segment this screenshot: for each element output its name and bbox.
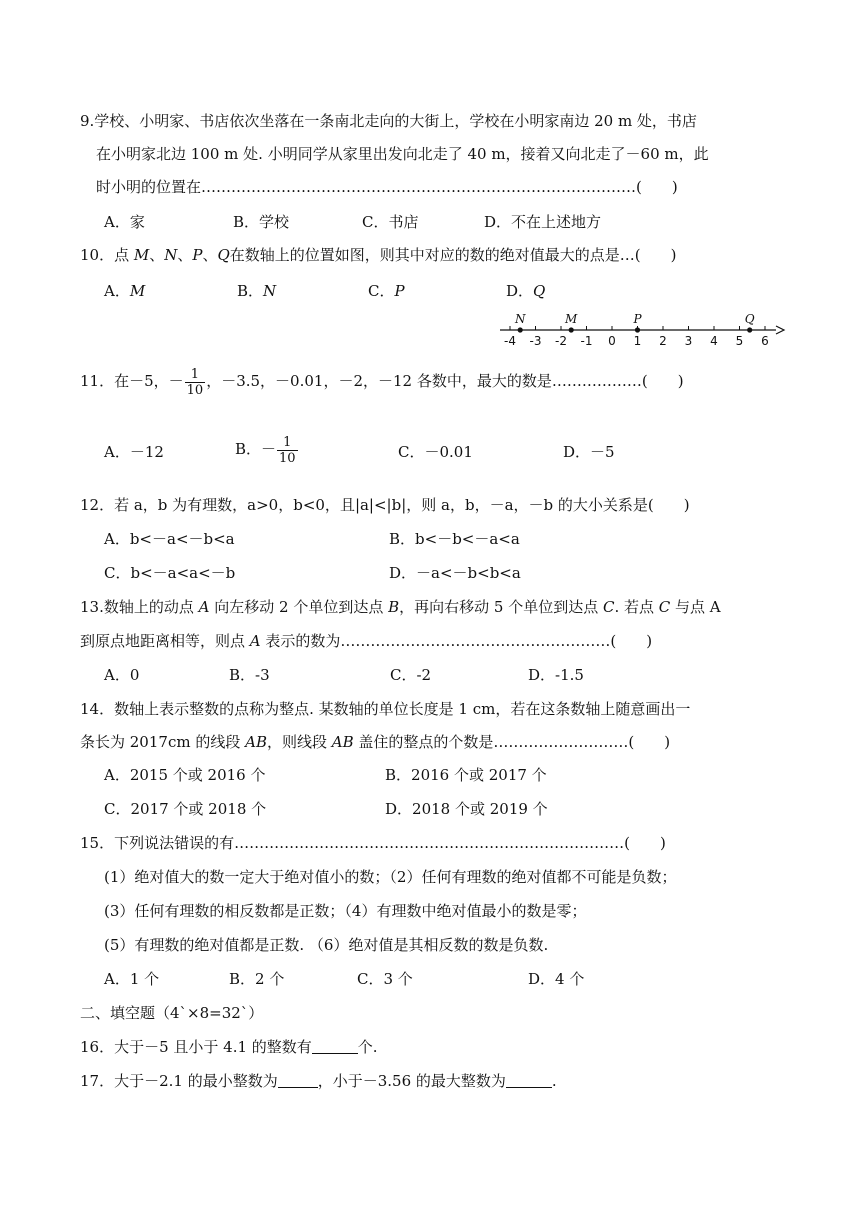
q11-option-b: B．－ $\frac{1}{10}$ xyxy=(235,434,296,466)
number-line-tick-label: 3 xyxy=(684,334,693,348)
number-line-point-label: Q xyxy=(744,312,755,326)
q9-stem-line3: 时小明的位置在……………………………………………………………………………( ) xyxy=(96,178,678,196)
number-line-point xyxy=(747,327,752,332)
q13-stem-line1: 13.数轴上的动点 A 向左移动 2 个单位到达点 B，再向右移动 5 个单位到达点 C. 若点 C 与点 A xyxy=(80,598,721,616)
number-line-tick-label: 4 xyxy=(710,334,718,348)
q14-option-b: B．2016 个或 2017 个 xyxy=(385,766,547,784)
q12-stem: 12．若 a，b 为有理数，a>0，b<0，且|a|<|b|，则 a，b，－a，－b 的大小关系是( ) xyxy=(80,496,690,514)
q14-option-c: C．2017 个或 2018 个 xyxy=(104,800,267,818)
q9-stem-line1: 9.学校、小明家、书店依次坐落在一条南北走向的大街上，学校在小明家南边 20 m 处，书店 xyxy=(80,112,697,130)
number-line-tick-label: 5 xyxy=(735,334,744,348)
number-line-arrow xyxy=(776,326,784,334)
number-line-tick-label: 6 xyxy=(761,334,769,348)
q15-stem: 15．下列说法错误的有……………………………………………………………………( ) xyxy=(80,834,666,852)
q16-answer-blank[interactable] xyxy=(312,1037,358,1054)
q15-option-c: C．3 个 xyxy=(357,970,413,988)
q12-option-c: C．b<－a<a<－b xyxy=(104,564,236,582)
number-line-point-label: P xyxy=(633,312,642,326)
q14-stem-line1: 14．数轴上表示整数的点称为整点. 某数轴的单位长度是 1 cm，若在这条数轴上随意画出一 xyxy=(80,700,691,718)
q10-option-d: D．Q xyxy=(506,282,546,300)
q9-option-d: D．不在上述地方 xyxy=(484,213,602,231)
q15-statement-3-4: (3）任何有理数的相反数都是正数；（4）有理数中绝对值最小的数是零； xyxy=(104,902,587,920)
q12-option-b: B．b<－b<－a<a xyxy=(389,530,520,548)
q11-option-a: A．－12 xyxy=(104,443,164,461)
q11-fraction: $\frac{1}{10}$ xyxy=(186,366,204,398)
q14-stem-line2: 条长为 2017cm 的线段 AB，则线段 AB 盖住的整点的个数是………………………( ) xyxy=(80,733,671,751)
number-line-figure xyxy=(496,306,788,350)
q14-option-d: D．2018 个或 2019 个 xyxy=(385,800,548,818)
number-line-tick-label: -2 xyxy=(555,334,567,348)
q13-option-a: A．0 xyxy=(104,666,140,684)
q9-option-c: C．书店 xyxy=(362,213,419,231)
number-line-tick-label: -4 xyxy=(504,334,516,348)
q17-answer-blank-1[interactable] xyxy=(278,1071,318,1088)
number-line-point xyxy=(569,327,574,332)
q11-option-c: C．－0.01 xyxy=(398,443,473,461)
q9-option-a: A．家 xyxy=(104,213,145,231)
number-line-tick-label: 0 xyxy=(608,334,616,348)
q10-option-b: B．N xyxy=(237,282,277,300)
section-heading-fill-in: 二、填空题（4`×8=32`） xyxy=(80,1004,264,1022)
q16-stem: 16．大于－5 且小于 4.1 的整数有 个. xyxy=(80,1038,378,1056)
q15-option-a: A．1 个 xyxy=(104,970,160,988)
q13-option-c: C．-2 xyxy=(390,666,432,684)
q9-option-b: B．学校 xyxy=(233,213,290,231)
q13-option-d: D．-1.5 xyxy=(528,666,584,684)
q10-stem: 10．点 M、N、P、Q在数轴上的位置如图，则其中对应的数的绝对值最大的点是…( ) xyxy=(80,246,677,264)
number-line-point-label: M xyxy=(565,312,578,326)
number-line-point xyxy=(518,327,523,332)
q11-option-d: D．－5 xyxy=(563,443,615,461)
q12-option-d: D．－a<－b<b<a xyxy=(389,564,521,582)
q10-option-a: A．M xyxy=(104,282,146,300)
number-line-tick-label: -1 xyxy=(580,334,593,348)
q15-statement-1-2: (1）绝对值大的数一定大于绝对值小的数；（2）任何有理数的绝对值都不可能是负数； xyxy=(104,868,677,886)
number-line-point-label: N xyxy=(514,312,526,326)
q14-option-a: A．2015 个或 2016 个 xyxy=(104,766,266,784)
q12-option-a: A．b<－a<－b<a xyxy=(104,530,235,548)
q15-option-d: D．4 个 xyxy=(528,970,585,988)
q13-stem-line2: 到原点地距离相等，则点 A 表示的数为………………………………………………( ) xyxy=(80,632,653,650)
q17-stem: 17．大于－2.1 的最小整数为 ，小于－3.56 的最大整数为 . xyxy=(80,1072,557,1090)
number-line-tick-label: -3 xyxy=(529,334,542,348)
number-line-tick-label: 1 xyxy=(633,334,642,348)
q15-option-b: B．2 个 xyxy=(229,970,285,988)
number-line-tick-label: 2 xyxy=(659,334,667,348)
q13-option-b: B．-3 xyxy=(229,666,270,684)
q15-statement-5-6: (5）有理数的绝对值都是正数. （6）绝对值是其相反数的数是负数. xyxy=(104,936,549,954)
q11-stem: 11．在－5，－ $\frac{1}{10}$ ，－3.5，－0.01，－2，－12 各数中，最大的数是………………( ) xyxy=(80,366,684,398)
q17-answer-blank-2[interactable] xyxy=(506,1071,552,1088)
number-line-point xyxy=(635,327,640,332)
q10-option-c: C．P xyxy=(368,282,405,300)
q9-stem-line2: 在小明家北边 100 m 处. 小明同学从家里出发向北走了 40 m，接着又向北走了－60 m，此 xyxy=(96,145,709,163)
